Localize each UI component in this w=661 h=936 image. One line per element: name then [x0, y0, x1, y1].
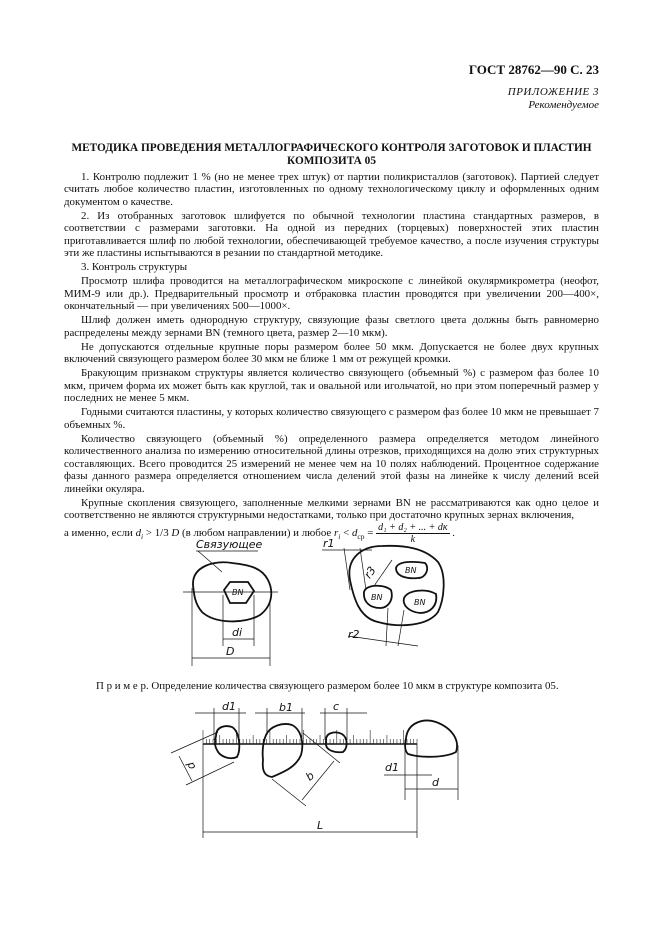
formula-var: r — [334, 527, 339, 540]
formula-text: а именно, если — [64, 527, 133, 540]
document-reference: ГОСТ 28762—90 С. 23 — [468, 62, 599, 77]
D-dimension-label: D — [226, 645, 235, 658]
paragraph: Бракующим признаком структуры является количество связующего (объемный %) с размером фаз более 10 мкм, причем форма их может быть как круглой, так и овальной или игольчатой, но при этом поперечный размер у последних не менее 5 мкм. — [64, 367, 599, 405]
r2-label: r2 — [348, 628, 360, 641]
di-dimension-label: di — [232, 626, 243, 639]
r3-label: r3 — [361, 564, 379, 581]
title-line-2: КОМПОЗИТА 05 — [287, 154, 376, 167]
formula-var: d — [351, 527, 358, 540]
paragraph: Шлиф должен иметь однородную структуру, связующие фазы светлого цвета должны быть равномерно распределены между зернами BN (темного цвета, размер 2—10 мкм). — [64, 314, 599, 339]
bn-grain-label: BN — [232, 588, 244, 597]
bn-grain-label: BN — [414, 598, 426, 607]
eyepiece-scale-ruler — [203, 730, 417, 744]
d-lower-label: d — [432, 776, 439, 789]
paragraph: Просмотр шлифа проводится на металлографическом микроскопе с линейкой окулярмикрометра (неофот, МИМ-9 или др.). Предварительный просмотр и отбраковка пластин проводятся при увеличении 200—400×, окончательный — при увеличениях 500—1000×. — [64, 275, 599, 313]
formula-text: (в любом направлении) и любое — [182, 527, 332, 540]
b-oblique-label: b — [303, 769, 317, 784]
title-line-1: МЕТОДИКА ПРОВЕДЕНИЯ МЕТАЛЛОГРАФИЧЕСКОГО КОНТРОЛЯ ЗАГОТОВОК И ПЛАСТИН — [71, 142, 592, 154]
paragraph: 1. Контролю подлежит 1 % (но не менее трех штук) от партии поликристаллов (заготовок). Партией следует считать любое количество пластин, изготовленных по одному технологическому циклу и оформленных одним документом о качестве. — [64, 171, 599, 208]
paragraph: Количество связующего (объемный %) определенного размера определяется методом линейного количественного анализа по измерению относительной длины отрезков, приходящихся на долю этих структурных составляющих. Всего проводится 25 измерений не менее чем на 10 полях наблюдений. Процентное содержание фазы данного размера определяется отношением числа делений этой фазы на линейке к числу делений всей линейки окуляра. — [64, 432, 599, 495]
formula-sub: i — [141, 532, 144, 542]
formula-text: < — [343, 527, 350, 540]
formula-var: D — [171, 527, 180, 540]
fraction-numerator: d₁ + d₂ + ... + dк — [378, 522, 448, 534]
r1-label: r1 — [323, 537, 335, 550]
paragraph: Крупные скопления связующего, заполненные мелкими зернами BN не рассматриваются как одно целое и соответственно не являются структурными недостатками, только при достаточно крупных зернах включения, — [64, 496, 599, 522]
d-oblique-label: d — [183, 759, 199, 772]
line-analysis-example-diagram — [171, 700, 458, 838]
appendix-status: Рекомендуемое — [528, 98, 599, 111]
formula-sub: i — [338, 532, 341, 542]
formula-var: d — [135, 527, 142, 540]
paragraph: 2. Из отобранных заготовок шлифуется по обычной технологии пластина стандартных размеров, в соответствии с размерами заготовки. На одной из передних (торцевых) поверхностей этих пластин приготавливается шлиф по любой технологии, обеспечивающей требуемое качество, а после изучения структуры эти же пластины испытываются в резании по стандартной методике. — [64, 209, 599, 260]
formula-sub: ср — [357, 532, 365, 542]
paragraph: Не допускаются отдельные крупные поры размером более 50 мкм. Допускается не более двух крупных включений связующего размером более 30 мкм не ближе 1 мм от режущей кромки. — [64, 340, 599, 366]
paragraph: 3. Контроль структуры — [81, 261, 188, 274]
c-label: c — [333, 700, 340, 713]
paragraph: Годными считаются пластины, у которых количество связующего с размером фаз более 10 мкм не превышает 7 объемных %. — [64, 406, 599, 431]
bn-grain-label: BN — [405, 566, 417, 575]
bn-cluster-diagram — [322, 537, 444, 646]
fraction-denominator: k — [410, 534, 416, 546]
formula-text: > 1/3 — [145, 527, 169, 540]
example-caption: П р и м е р. Определение количества связующего размером более 10 мкм в структуре композита 05. — [96, 680, 559, 692]
d1-label: d1 — [222, 700, 236, 713]
bn-grain-label: BN — [371, 593, 383, 602]
d1-lower-label: d1 — [385, 761, 399, 774]
b1-label: b1 — [279, 701, 293, 714]
binder-label: Связующее — [196, 538, 263, 551]
formula-text: = — [367, 527, 374, 540]
binder-inclusion-diagram — [183, 538, 278, 666]
formula-text: . — [452, 527, 455, 540]
L-label: L — [317, 819, 324, 832]
appendix-number: ПРИЛОЖЕНИЕ 3 — [507, 86, 599, 98]
